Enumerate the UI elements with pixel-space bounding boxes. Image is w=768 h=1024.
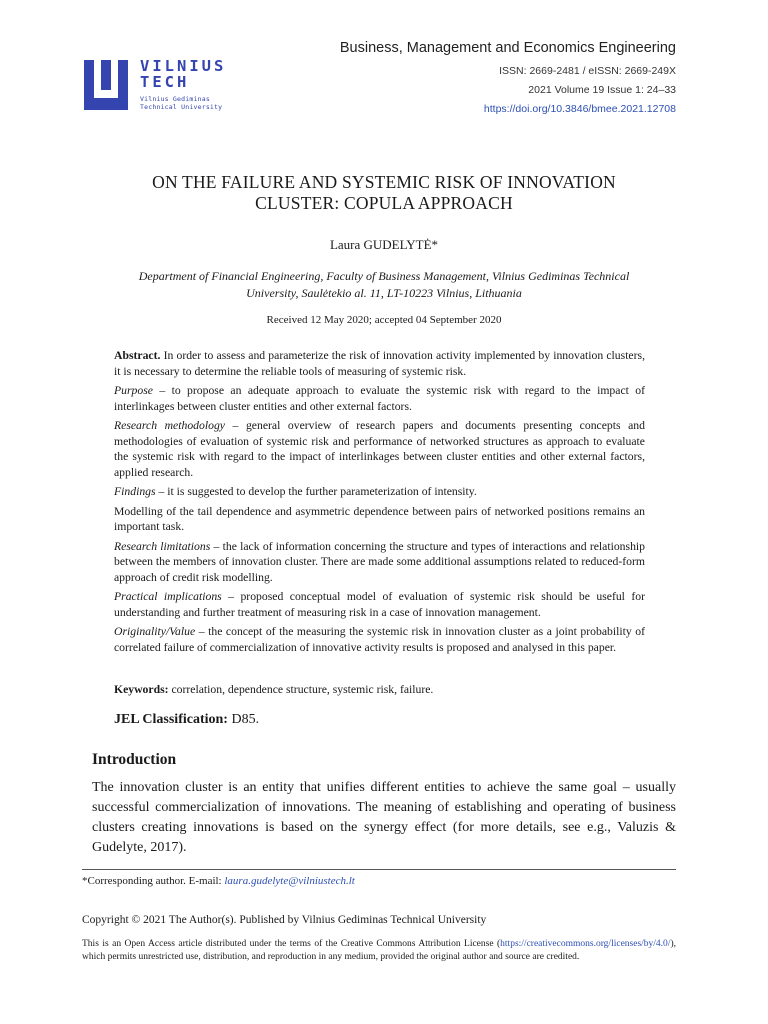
affiliation-line2: University, Saulėtekio al. 11, LT-10223 Vilnius, Lithuania bbox=[246, 286, 522, 300]
jel-classification bbox=[114, 712, 645, 728]
copyright-notice: Copyright © 2021 The Author(s). Published by Vilnius Gediminas Technical University bbox=[82, 914, 487, 926]
author-name: Laura GUDELYTĖ* bbox=[329, 237, 439, 252]
keywords bbox=[114, 683, 645, 696]
keywords-label: Keywords: bbox=[114, 683, 169, 696]
findings-text: – it is suggested to develop the further parameterization of intensity. bbox=[155, 485, 477, 498]
abstract-intro bbox=[114, 348, 645, 379]
limitations-text: – the lack of information concerning the structure and types of interactions and relationship between the members of innovation cluster. There are made some additional assumptions related to reduced-form approach of credit risk modelling. bbox=[114, 539, 645, 584]
logo-wordmark bbox=[140, 58, 226, 111]
vilnius-tech-logo-mark-icon bbox=[84, 60, 128, 110]
journal-name: Business, Management and Economics Engineering bbox=[339, 40, 676, 56]
license-notice bbox=[82, 938, 676, 963]
license-pre: This is an Open Access article distributed under the terms of the Creative Commons Attribution License ( bbox=[82, 939, 501, 949]
paper-title-line2: CLUSTER: COPULA APPROACH bbox=[255, 193, 513, 213]
jel-text: D85. bbox=[227, 712, 260, 727]
jel-label: JEL Classification: bbox=[114, 712, 228, 727]
received-dates: Received 12 May 2020; accepted 04 September 2020 bbox=[266, 314, 502, 326]
logo-line2: TECH bbox=[140, 73, 190, 91]
methodology-text: – general overview of research papers and documents presenting concepts and methodologies of evaluation of systemic risk and performance of networked structures as approach to evaluate the systemic risk with regard to the impact of interlinkages between cluster entities and other external factors, applied research. bbox=[114, 419, 645, 479]
author-affiliation bbox=[92, 268, 676, 302]
abstract-originality bbox=[114, 624, 645, 655]
paper-title bbox=[92, 172, 676, 214]
footnote-text: *Corresponding author. E-mail: bbox=[82, 875, 225, 887]
originality-text: – the concept of the measuring the systemic risk in innovation cluster as a joint probability of correlated failure of commercialization of innovative activity results is proposed and analysed in this paper. bbox=[114, 625, 645, 654]
journal-issn: ISSN: 2669-2481 / eISSN: 2669-249X bbox=[499, 65, 676, 77]
doi-link[interactable]: https://doi.org/10.3846/bmee.2021.12708 bbox=[483, 103, 676, 115]
university-logo bbox=[84, 58, 244, 114]
abstract-text: In order to assess and parameterize the risk of innovation activity implemented by innovation clusters, it is necessary to determine the reliable tools of measuring of systemic risk. bbox=[114, 349, 645, 378]
introduction-heading: Introduction bbox=[92, 751, 177, 768]
footnote-divider bbox=[82, 869, 676, 870]
abstract-modelling: Modelling of the tail dependence and asymmetric dependence between pairs of networked positions remains an important task. bbox=[114, 504, 645, 533]
purpose-text: – to propose an adequate approach to evaluate the systemic risk with regard to the impact of interlinkages between cluster entities and other external factors. bbox=[114, 384, 645, 413]
implications-label: Practical implications bbox=[114, 590, 222, 603]
abstract-purpose bbox=[114, 383, 645, 414]
logo-sub1: Vilnius Gediminas bbox=[140, 95, 210, 103]
affiliation-line1: Department of Financial Engineering, Faculty of Business Management, Vilnius Gediminas Technical bbox=[138, 269, 630, 283]
abstract-label: Abstract. bbox=[114, 349, 161, 362]
abstract bbox=[114, 348, 645, 659]
implications-text: – proposed conceptual model of evaluation of systemic risk should be useful for understanding and further treatment of measuring risk in a case of innovation management. bbox=[114, 590, 646, 619]
logo-line1: VILNIUS bbox=[140, 57, 227, 75]
abstract-implications bbox=[114, 589, 645, 620]
logo-sub2: Technical University bbox=[140, 103, 223, 111]
corresponding-author-footnote bbox=[82, 875, 355, 887]
originality-label: Originality/Value bbox=[114, 625, 196, 638]
abstract-limitations bbox=[114, 539, 645, 586]
abstract-findings bbox=[114, 484, 645, 500]
license-link[interactable]: https://creativecommons.org/licenses/by/4.0/ bbox=[500, 939, 671, 949]
journal-volume: 2021 Volume 19 Issue 1: 24–33 bbox=[528, 84, 676, 96]
findings-label: Findings bbox=[114, 485, 156, 498]
abstract-methodology bbox=[114, 418, 645, 480]
license-post: ), which permits unrestricted use, distribution, and reproduction in any medium, provided the original author and source are credited. bbox=[82, 939, 676, 962]
paper-title-line1: ON THE FAILURE AND SYSTEMIC RISK OF INNOVATION bbox=[152, 172, 616, 192]
methodology-label: Research methodology bbox=[114, 419, 225, 432]
limitations-label: Research limitations bbox=[114, 539, 211, 553]
journal-header bbox=[340, 40, 676, 119]
purpose-label: Purpose bbox=[114, 384, 153, 397]
keywords-text: correlation, dependence structure, systemic risk, failure. bbox=[168, 683, 434, 696]
introduction-body: The innovation cluster is an entity that unifies different entities to achieve the same goal – usually successful commercialization of innovations. The meaning of establishing and operating of business clusters creating innovations is based on the synergy effect (for more details, see e.g., Valuzis & Gudelyte, 2017). bbox=[92, 780, 676, 855]
author-email-link[interactable]: laura.gudelyte@vilniustech.lt bbox=[224, 875, 355, 887]
